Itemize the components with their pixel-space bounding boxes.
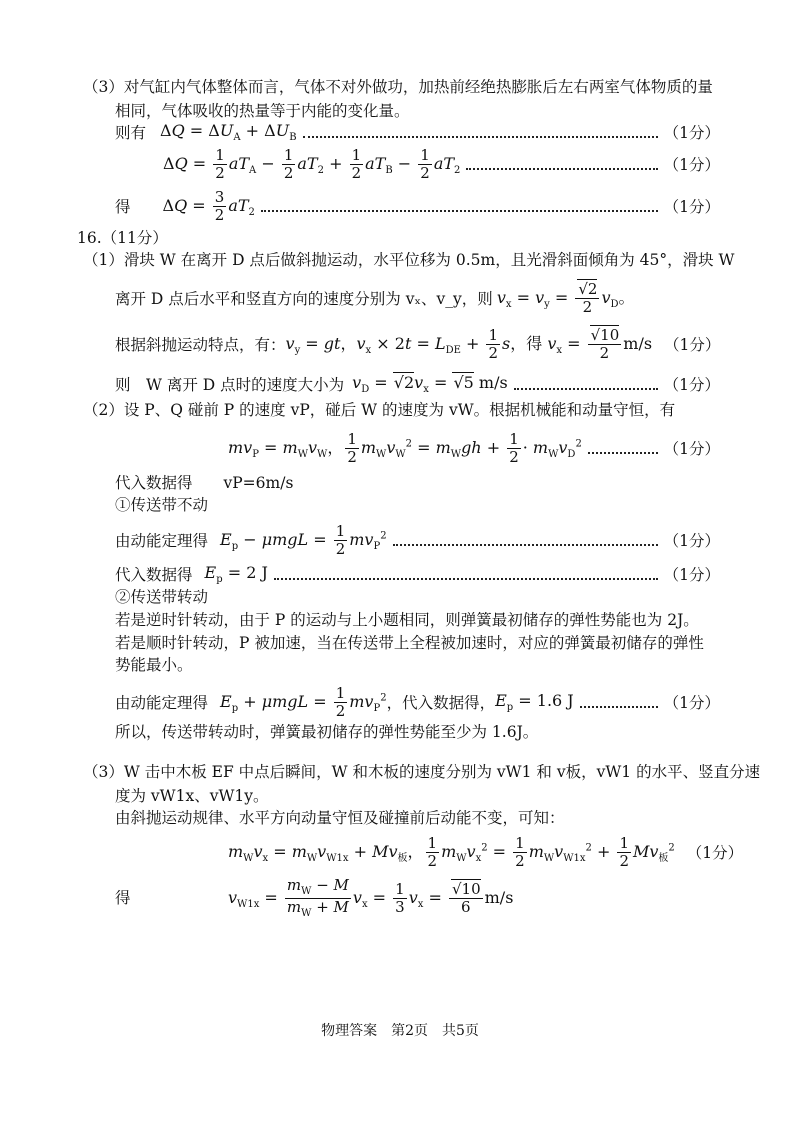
thermo-text-2: 相同，气体吸收的热量等于内能的变化量。 — [115, 102, 410, 120]
leader-dots — [303, 136, 658, 138]
leader-dots — [393, 544, 658, 546]
score: （1分） — [664, 336, 721, 354]
q16-p3-line2: 度为 vW1x、vW1y。 — [115, 787, 269, 805]
score: （1分） — [663, 532, 720, 550]
then-label: 则有 — [115, 124, 147, 142]
eq-ke-1: $E_p - \mu mgL$ = $\frac{1}{2}$ $mv_P^2$ — [220, 521, 387, 558]
eq-ep-16j: $E_p = 1.6$ J — [495, 690, 574, 714]
leader-dots — [514, 388, 658, 390]
case-2-label: ②传送带转动 — [115, 588, 209, 606]
eq-collision: $m_Wv_x = m_Wv_{W1x} + Mv_板$， $\frac{1}{2}$ $m_Wv_x^2$ = $\frac{1}{2}$ $m_Wv_{W1x}^2$ + $\frac{1}{2}$ $Mv_板^2$ — [228, 833, 675, 870]
eq-delta-q-expanded: ΔQ = $\frac{1}{2}$ $aT_A$ − $\frac{1}{2}$ $aT_2$ + $\frac{1}{2}$ $aT_B$ − $\frac{1}{2}$ $aT_2$ — [163, 145, 461, 182]
q16-p2-eq-row — [228, 428, 720, 468]
eq-vw1x: $v_{W1x}$ = $\frac{m_W - M}{m_W + M}$ $v_x$ = $\frac{1}{3}$ $v_x$ = $\frac{√10}{6}$ m/s — [228, 875, 514, 919]
score: （1分） — [663, 156, 720, 174]
leader-dots — [466, 168, 657, 170]
score: （1分） — [663, 124, 720, 142]
q16-p1-line2-row — [115, 278, 635, 318]
eq-vd: $v_D = √2v_x = √5$ m/s — [352, 372, 508, 396]
score: （1分） — [663, 694, 720, 712]
q16-p2-line1: （2）设 P、Q 碰前 P 的速度 vP，碰后 W 的速度为 vW。根据机械能和动量守恒，有 — [83, 401, 676, 419]
de-label: 得 — [115, 198, 131, 216]
eq-projectile: $v_y$ = gt，$v_x \times 2t = L_{DE}$ + $\frac{1}{2}$ s，得 $v_x$ = $\frac{√10}{2}$ m/s — [285, 325, 653, 362]
ccw-text: 若是逆时针转动，由于 P 的运动与上小题相同，则弹簧最初储存的弹性势能也为 2J。 — [115, 611, 699, 629]
q16-p3-line3: 由斜抛运动规律、水平方向动量守恒及碰撞前后动能不变，可知： — [115, 809, 565, 827]
eq-ke-2: $E_p + \mu mgL$ = $\frac{1}{2}$ $mv_P^2$ — [220, 683, 387, 720]
thermo-eq-2-row — [163, 144, 720, 184]
q16-p1-line4-row — [115, 372, 720, 396]
thermo-eq-3-row — [115, 186, 720, 226]
q16-p1-line3: 根据斜抛运动特点，有： — [115, 336, 286, 354]
leader-dots — [580, 706, 658, 708]
score: （1分） — [663, 198, 720, 216]
thermo-eq-1-row — [115, 121, 720, 143]
page-footer: 物理答案 第2页 共5页 — [321, 1023, 479, 1039]
leader-dots — [274, 578, 658, 580]
leader-dots — [588, 452, 658, 454]
sub-data2-label: ，代入数据得， — [386, 694, 496, 712]
q16-p2-ke2-row — [115, 682, 720, 722]
q16-p3-de-label: 得 — [115, 889, 131, 907]
cw-text-1: 若是顺时针转动，P 被加速，当在传送带上全程被加速时，对应的弹簧最初储存的弹性 — [115, 634, 704, 652]
q16-p3-result-row — [228, 876, 513, 920]
q16-p1-line2: 离开 D 点后水平和竖直方向的速度分别为 vₓ、v_y，则 — [115, 290, 493, 308]
cw-text-2: 势能最小。 — [115, 656, 193, 674]
eq-delta-q-sum: $\Delta Q = \Delta U_A + \Delta U_B$ — [160, 120, 297, 144]
sub-data-label: 代入数据得 — [115, 566, 193, 584]
eq-momentum-energy: $mv_P = m_Wv_W$， $\frac{1}{2}$ $m_Wv_W^2 = m_Wgh$ + $\frac{1}{2}$ · $m_Wv_D^2$ — [228, 429, 582, 466]
eq-ep-2j: $E_p = 2$ J — [204, 562, 268, 586]
q16-p1-line4: 则 W 离开 D 点时的速度大小为 — [115, 376, 345, 394]
eq-vx-vy: $v_x = v_y$ = $\frac{√2}{2}$ $v_D$。 — [496, 279, 635, 316]
q16-p3-eq-row — [228, 832, 744, 872]
q16-p2-ke-row — [115, 520, 720, 560]
q16-p1-line3-row — [115, 324, 720, 364]
q16-p1-line1: （1）滑块 W 在离开 D 点后做斜抛运动，水平位移为 0.5m，且光滑斜面倾角为 45°，滑块 W — [83, 251, 735, 269]
by-ke-label: 由动能定理得 — [115, 694, 209, 712]
q16-p2-data: 代入数据得 vP=6m/s — [115, 474, 294, 492]
eq-delta-q-result: ΔQ = $\frac{3}{2}$ $aT_2$ — [162, 187, 255, 224]
conclusion-text: 所以，传送带转动时，弹簧最初储存的弹性势能至少为 1.6J。 — [115, 723, 539, 741]
q16-p3-line1: （3）W 击中木板 EF 中点后瞬间，W 和木板的速度分别为 vW1 和 v板，vW1 的水平、竖直分速 — [83, 763, 761, 781]
score: （1分） — [663, 566, 720, 584]
q16-header: 16.（11分） — [77, 229, 168, 247]
score: （1分） — [686, 844, 744, 862]
by-ke-label: 由动能定理得 — [115, 532, 209, 550]
score: （1分） — [663, 376, 720, 394]
score: （1分） — [663, 440, 720, 458]
q16-p2-ep-row — [115, 562, 720, 586]
case-1-label: ①传送带不动 — [115, 496, 209, 514]
thermo-text-1: （3）对气缸内气体整体而言，气体不对外做功，加热前经绝热膨胀后左右两室气体物质的量 — [83, 78, 713, 96]
leader-dots — [261, 210, 658, 212]
